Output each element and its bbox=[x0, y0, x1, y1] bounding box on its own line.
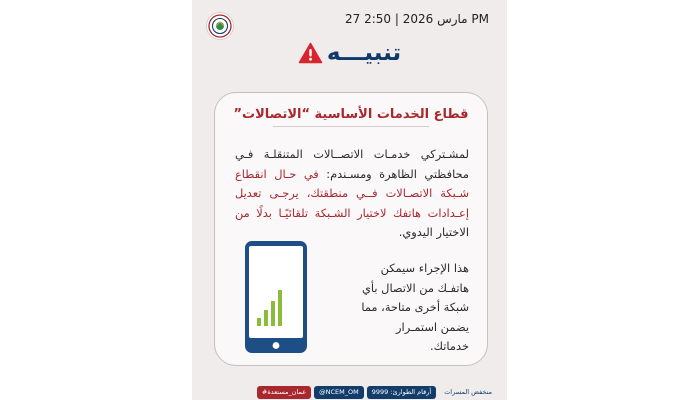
instruction-text: لمشـتركي خدمـات الاتصــالات المتنقلـة فـي محافظتي الظاهرة ومسـندم: bbox=[235, 147, 470, 181]
date-time: 27 مارس 2026 | 2:50 PM bbox=[344, 12, 489, 26]
title-divider bbox=[273, 126, 429, 127]
alert-header bbox=[192, 40, 507, 66]
footer-item: #عمان_مستعدة bbox=[257, 386, 311, 399]
panel-title: قطاع الخدمات الأساسية “الاتصالات” bbox=[233, 107, 469, 122]
instruction-highlight: في حـال انقطاع شـبكة الاتصـالات فــي منطقتك، يرجـى تعديل إعـدادات هاتفك لاختيار الشـبكة تلقائيًـا بدلًا من bbox=[235, 166, 469, 220]
alert-card bbox=[192, 0, 507, 400]
benefit-paragraph: هذا الإجراء سيمكن هاتفـك من الاتصال بأي شبكة أخرى متاحة، مما يضمن استمـرار خدماتك. bbox=[361, 261, 469, 353]
info-panel bbox=[214, 92, 488, 366]
footer-item: أرقام الطوارئ: 9999 bbox=[367, 386, 436, 399]
phone-signal-icon bbox=[239, 239, 324, 365]
instruction-text-end: الاختيار اليدوي. bbox=[398, 225, 469, 239]
instruction-paragraph bbox=[235, 145, 469, 243]
alert-title: تنبيـــه bbox=[326, 40, 402, 66]
footer-item: منخفض المسرات bbox=[444, 388, 492, 396]
footer-item: @NCEM_OM bbox=[314, 386, 364, 399]
warning-triangle-icon bbox=[298, 42, 323, 64]
logo-icon bbox=[206, 12, 234, 40]
footer-bar bbox=[225, 385, 497, 400]
